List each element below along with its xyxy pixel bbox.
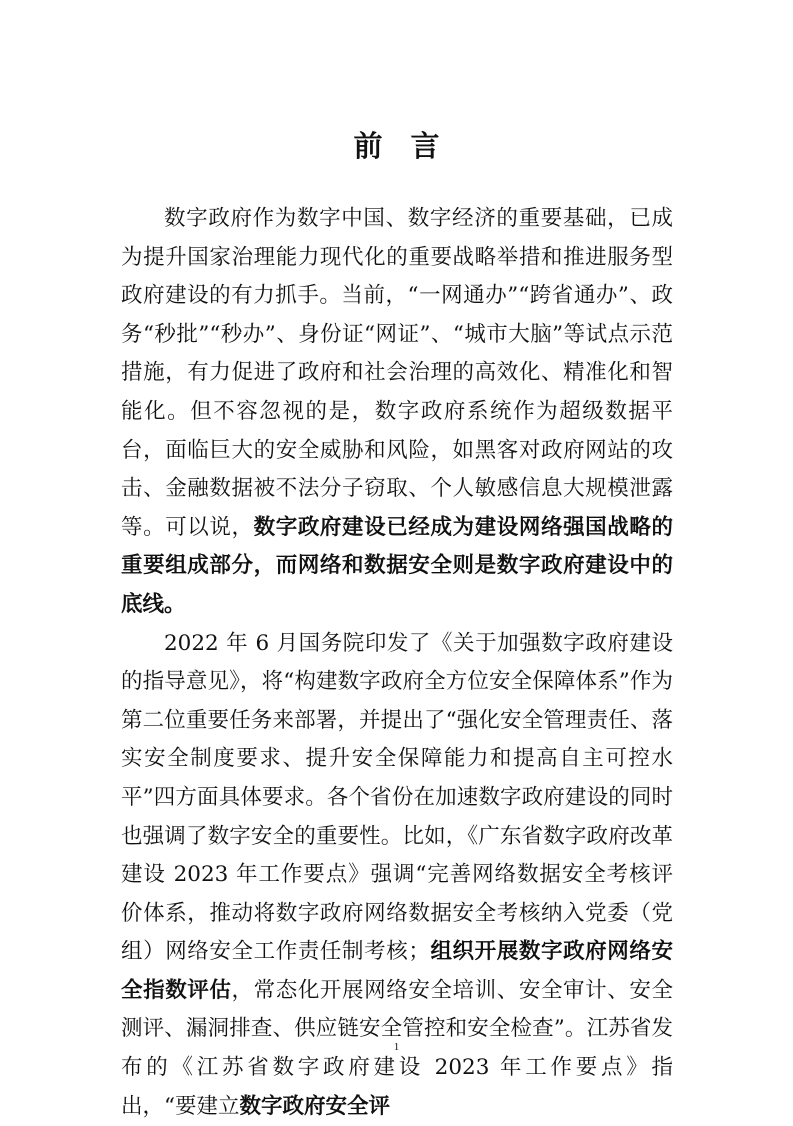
paragraph-1 <box>121 200 673 625</box>
paragraph-text: ，常态化开展网络安全培训、安全审计、安全测评、漏洞排查、供应链安全管控和安全检查”。江苏省发布的《江苏省数字政府建设 2023 年工作要点》指出，“要建立 <box>121 977 673 1119</box>
page-title: 前言 <box>353 129 468 163</box>
emphasis-text: 组织开展数字政府网络安全指数评估 <box>121 939 673 1003</box>
paragraph-text: 2022 年 6 月国务院印发了《关于加强数字政府建设的指导意见》，将“构建数字政府全方位安全保障体系”作为第二位重要任务来部署，并提出了“强化安全管理责任、落实安全制度要求、提升安全保障能力和提高自主可控水平”四方面具体要求。各个省份在加速数字政府建设的同时也强调了数字安全的重要性。比如，《广东省数字政府改革建设 2023 年工作要点》强调“完善网络数据安全考核评价体系，推动将数字政府网络数据安全考核纳入党委（党组）网络安全工作责任制考核； <box>121 630 673 965</box>
page-number: 1 <box>393 1041 400 1053</box>
emphasis-text: 数字政府安全评 <box>239 1093 391 1119</box>
emphasis-text: 数字政府建设已经成为建设网络强国战略的重要组成部分，而网络和数据安全则是数字政府建设中的底线。 <box>121 514 673 617</box>
body-text <box>121 200 673 1126</box>
paragraph-text: 数字政府作为数字中国、数字经济的重要基础，已成为提升国家治理能力现代化的重要战略举措和推进服务型政府建设的有力抓手。当前，“一网通办”“跨省通办”、政务“秒批”“秒办”、身份证“网证”、“城市大脑”等试点示范措施，有力促进了政府和社会治理的高效化、精准化和智能化。但不容忽视的是，数字政府系统作为超级数据平台，面临巨大的安全威胁和风险，如黑客对政府网站的攻击、金融数据被不法分子窃取、个人敏感信息大规模泄露等。可以说， <box>121 206 673 540</box>
